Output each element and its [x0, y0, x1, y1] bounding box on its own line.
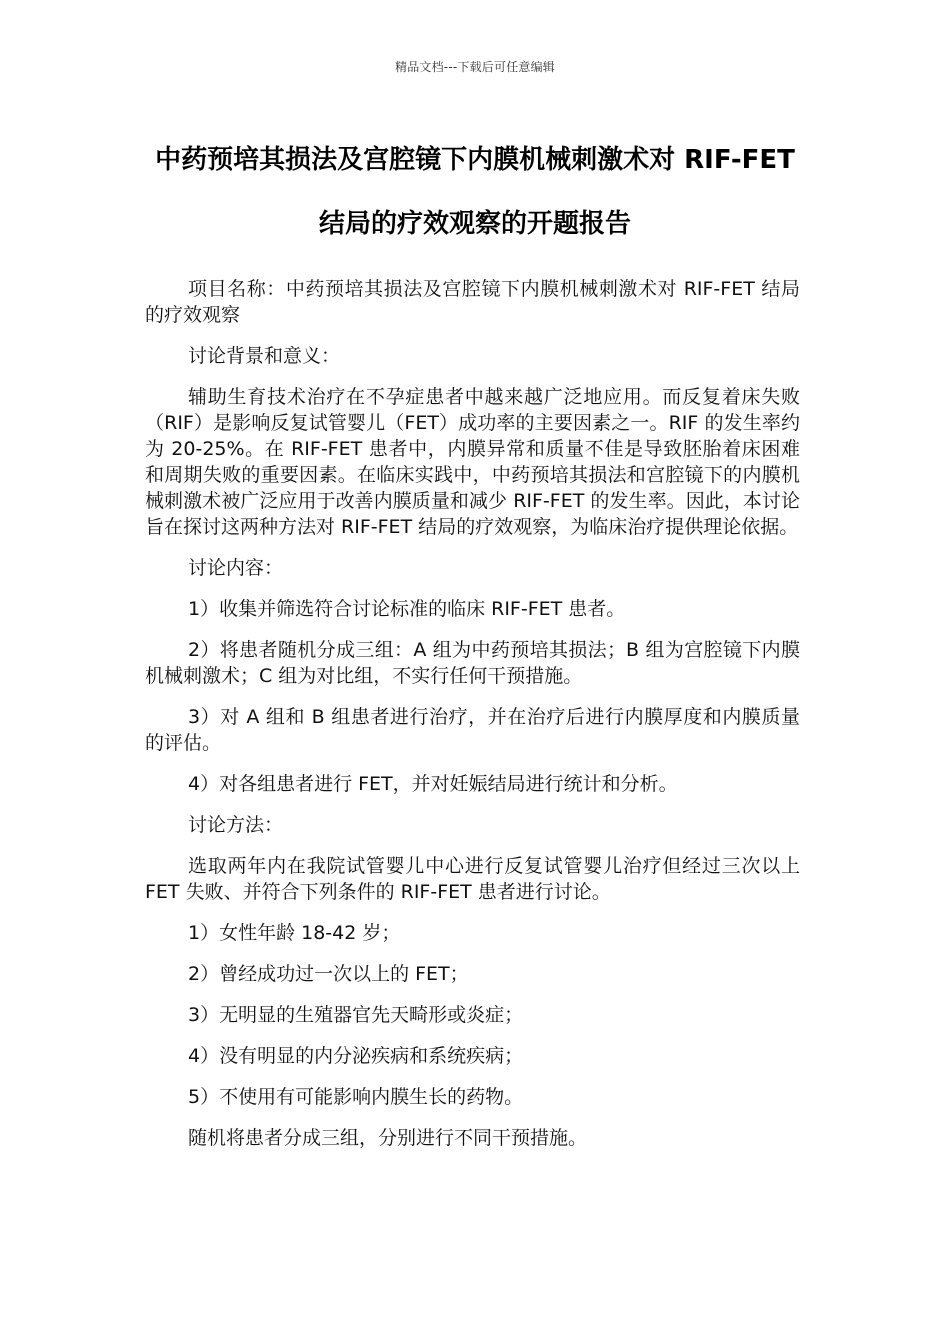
criteria-item-5: 5）不使用有可能影响内膜生长的药物。: [188, 1086, 524, 1108]
paragraph-project-name: 项目名称：中药预培其损法及宫腔镜下内膜机械刺激术对 RIF-FET 结局的疗效观察: [145, 278, 800, 326]
content-item-2: 2）将患者随机分成三组：A 组为中药预培其损法；B 组为宫腔镜下内膜机械刺激术；C 组为对比组，不实行任何干预措施。: [145, 639, 800, 687]
heading-background: 讨论背景和意义：: [188, 345, 341, 367]
document-title: 中药预培其损法及宫腔镜下内膜机械刺激术对 RIF-FET 结局的疗效观察的开题报告: [155, 145, 795, 239]
criteria-item-3: 3）无明显的生殖器官先天畸形或炎症；: [188, 1004, 524, 1026]
criteria-item-2: 2）曾经成功过一次以上的 FET；: [188, 963, 469, 985]
document-body: [145, 276, 800, 1166]
header-note: 精品文档---下载后可任意编辑: [395, 60, 555, 74]
content-item-1: 1）收集并筛选符合讨论标准的临床 RIF-FET 患者。: [188, 598, 626, 620]
heading-content: 讨论内容：: [188, 557, 284, 579]
criteria-item-4: 4）没有明显的内分泌疾病和系统疾病；: [188, 1045, 524, 1067]
content-item-3: 3）对 A 组和 B 组患者进行治疗，并在治疗后进行内膜厚度和内膜质量的评估。: [145, 706, 800, 754]
paragraph-grouping: 随机将患者分成三组，分别进行不同干预措施。: [188, 1127, 588, 1149]
criteria-item-1: 1）女性年龄 18-42 岁；: [188, 922, 401, 944]
paragraph-background: 辅助生育技术治疗在不孕症患者中越来越广泛地应用。而反复着床失败（RIF）是影响反复试管婴儿（FET）成功率的主要因素之一。RIF 的发生率约为 20-25%。在 RIF-FET 患者中，内膜异常和质量不佳是导致胚胎着床困难和周期失败的重要因素。在临床实践中，中药预培其损法和宫腔镜下的内膜机械刺激术被广泛应用于改善内膜质量和减少 RIF-FET 的发生率。因此，本讨论旨在探讨这两种方法对 RIF-FET 结局的疗效观察，为临床治疗提供理论依据。: [145, 386, 800, 538]
paragraph-method: 选取两年内在我院试管婴儿中心进行反复试管婴儿治疗但经过三次以上 FET 失败、并符合下列条件的 RIF-FET 患者进行讨论。: [145, 855, 800, 903]
heading-method: 讨论方法：: [188, 814, 284, 836]
content-item-4: 4）对各组患者进行 FET，并对妊娠结局进行统计和分析。: [188, 773, 678, 795]
